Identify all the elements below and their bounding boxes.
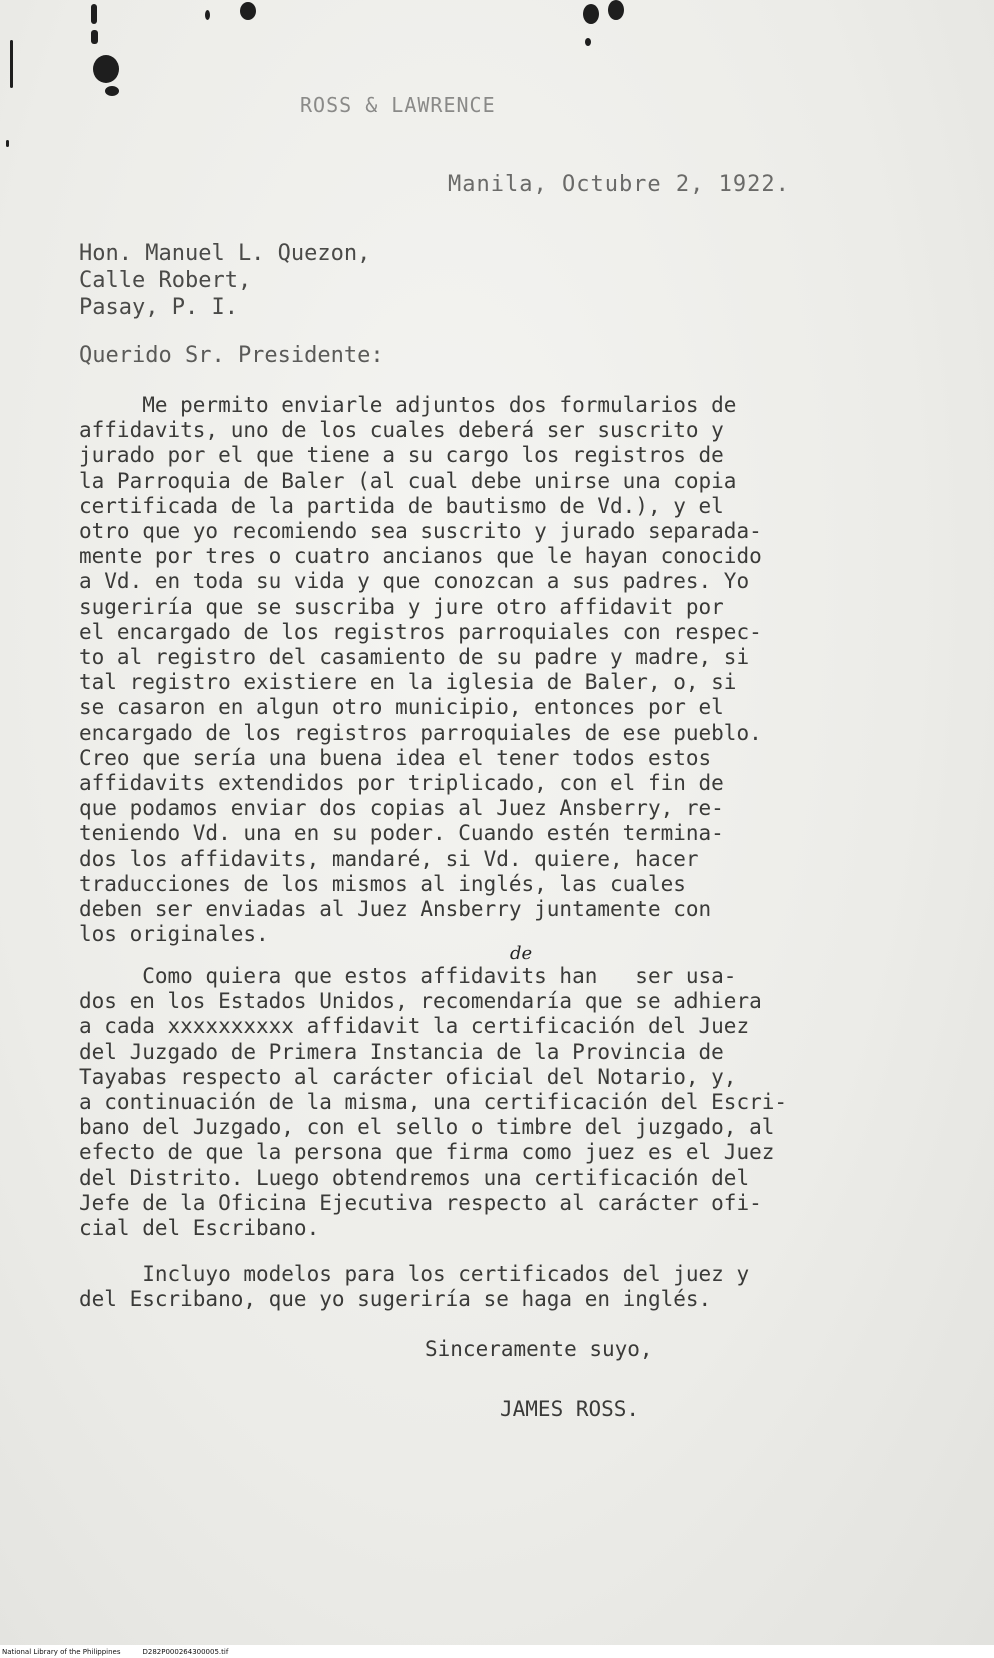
text-line: tal registro existiere en la iglesia de Baler, o, si [79,670,737,695]
text-line: a continuación de la misma, una certificación del Escri- [79,1090,788,1115]
edge-mark [10,40,13,88]
text-line: teniendo Vd. una en su poder. Cuando estén termina- [79,821,724,846]
body-paragraph-3 [79,1262,914,1312]
address-line: Hon. Manuel L. Quezon, [79,241,371,266]
ink-blot [240,2,256,20]
body-paragraph-2 [79,964,914,1241]
text-line: otro que yo recomiendo sea suscrito y jurado separada- [79,519,762,544]
text-line: Creo que sería una buena idea el tener todos estos [79,745,712,770]
text-line: se casaron en algun otro municipio, entonces por el [79,695,724,720]
text-line: el encargado de los registros parroquiales con respec- [79,619,762,644]
punch-hole-marks [85,0,135,110]
text-line: affidavits extendidos por triplicado, con el fin de [79,771,724,796]
text-line: la Parroquia de Baler (al cual debe unirse una copia [79,468,737,493]
text-line: mente por tres o cuatro ancianos que le hayan conocido [79,544,762,569]
text-line: a cada xxxxxxxxxx affidavit la certificación del Juez [79,1014,750,1039]
address-line: Calle Robert, [79,268,252,293]
text-line: to al registro del casamiento de su padre y madre, si [79,645,750,670]
ink-blot [205,10,210,20]
text-line: los originales. [79,922,269,947]
closing: Sinceramente suyo, [425,1337,653,1361]
edge-mark [6,140,9,147]
text-line: del Distrito. Luego obtendremos una certificación del [79,1165,750,1190]
text-line: sugeriría que se suscriba y jure otro affidavit por [79,594,724,619]
text-line: certificada de la partida de bautismo de Vd.), y el [79,493,724,518]
letterhead: ROSS & LAWRENCE [300,93,496,117]
dateline: Manila, Octubre 2, 1922. [448,172,790,197]
salutation: Querido Sr. Presidente: [79,343,384,368]
text-line: del Juzgado de Primera Instancia de la Provincia de [79,1039,724,1064]
text-line: traducciones de los mismos al inglés, las cuales [79,871,686,896]
text-line: a Vd. en toda su vida y que conozcan a sus padres. Yo [79,569,750,594]
text-line: affidavits, uno de los cuales deberá ser suscrito y [79,418,724,443]
scan-footer [0,1645,994,1658]
ink-blot [583,4,599,24]
text-line: Tayabas respecto al carácter oficial del Notario, y, [79,1064,737,1089]
body-paragraph-1 [79,393,914,947]
text-line: deben ser enviadas al Juez Ansberry juntamente con [79,897,712,922]
text-line: del Escribano, que yo sugeriría se haga en inglés. [79,1287,712,1312]
text-line: que podamos enviar dos copias al Juez Ansberry, re- [79,796,724,821]
text-line: Jefe de la Oficina Ejecutiva respecto al carácter ofi- [79,1190,762,1215]
footer-file: D282P000264300005.tif [142,1647,229,1656]
address-line: Pasay, P. I. [79,295,238,320]
text-line: jurado por el que tiene a su cargo los registros de [79,443,724,468]
text-line: Como quiera que estos affidavits han ser usa- [79,964,737,988]
text-line: Me permito enviarle adjuntos dos formularios de [79,393,737,417]
ink-blot [608,0,624,20]
handwritten-insert: de [510,943,533,964]
text-line: dos los affidavits, mandaré, si Vd. quiere, hacer [79,846,699,871]
text-line: dos en los Estados Unidos, recomendaría que se adhiera [79,989,762,1014]
text-line: bano del Juzgado, con el sello o timbre del juzgado, al [79,1115,775,1140]
signature-name: JAMES ROSS. [500,1397,640,1421]
text-line: Incluyo modelos para los certificados del juez y [79,1262,750,1286]
ink-blot [585,38,591,46]
text-line: cial del Escribano. [79,1216,320,1241]
text-line: efecto de que la persona que firma como juez es el Juez [79,1140,775,1165]
footer-library: National Library of the Philippines [2,1647,121,1656]
text-line: encargado de los registros parroquiales de ese pueblo. [79,720,762,745]
recipient-address [79,240,370,321]
